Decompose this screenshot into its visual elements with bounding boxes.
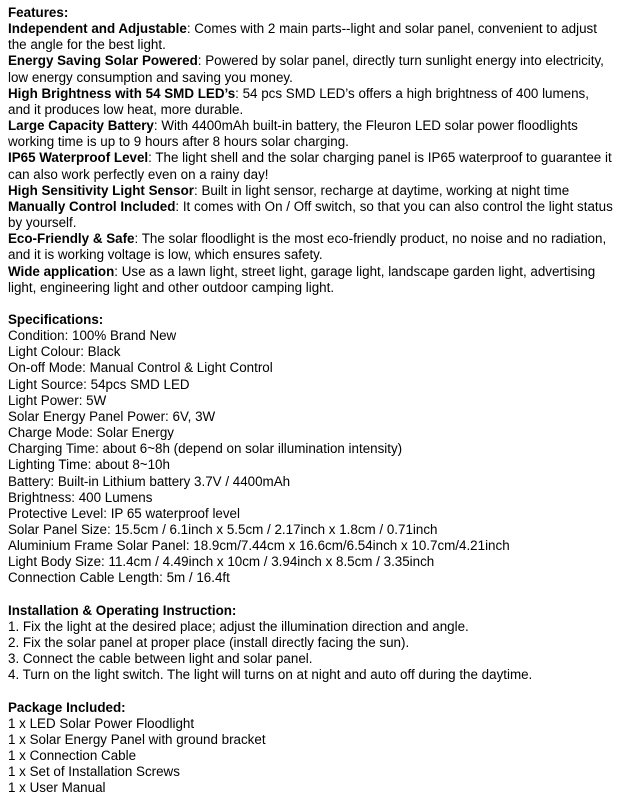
feature-title: High Brightness with 54 SMD LED’s bbox=[8, 85, 236, 101]
feature-text: : The solar floodlight is the most eco-friendly product, no noise and no radiation, and it is working voltage is low, which ensures safety. bbox=[8, 231, 607, 263]
spec-item: Aluminium Frame Solar Panel: 18.9cm/7.44cm x 16.6cm/6.54inch x 10.7cm/4.21inch bbox=[8, 538, 510, 554]
feature-item bbox=[8, 150, 615, 182]
specifications-heading: Specifications: bbox=[8, 311, 104, 327]
section-spacer bbox=[8, 296, 615, 312]
features-heading: Features: bbox=[8, 5, 69, 20]
feature-item bbox=[8, 183, 615, 199]
spec-item: On-off Mode: Manual Control & Light Control bbox=[8, 360, 273, 376]
feature-item bbox=[8, 118, 615, 150]
feature-text: : Powered by solar panel, directly turn sunlight energy into electricity, low energy consumption and saving you money. bbox=[8, 53, 604, 85]
feature-item bbox=[8, 53, 615, 85]
spec-item: Battery: Built-in Lithium battery 3.7V / 4400mAh bbox=[8, 473, 291, 489]
feature-title: Energy Saving Solar Powered bbox=[8, 53, 198, 69]
feature-item bbox=[8, 21, 615, 53]
spec-item: Protective Level: IP 65 waterproof level bbox=[8, 505, 240, 521]
spec-item: Brightness: 400 Lumens bbox=[8, 489, 153, 505]
feature-title: High Sensitivity Light Sensor bbox=[8, 182, 195, 198]
package-item: 1 x Solar Energy Panel with ground bracket bbox=[8, 731, 266, 747]
spec-item: Light Body Size: 11.4cm / 4.49inch x 10cm / 3.94inch x 8.5cm / 3.35inch bbox=[8, 554, 435, 570]
package-item: 1 x Connection Cable bbox=[8, 748, 137, 764]
spec-item: Charging Time: about 6~8h (depend on solar illumination intensity) bbox=[8, 441, 403, 457]
spec-item: Light Source: 54pcs SMD LED bbox=[8, 376, 190, 392]
instruction-step: 2. Fix the solar panel at proper place (install directly facing the sun). bbox=[8, 635, 410, 651]
instruction-step: 1. Fix the light at the desired place; adjust the illumination direction and angle. bbox=[8, 618, 469, 634]
feature-item bbox=[8, 231, 615, 263]
feature-text: : Built in light sensor, recharge at daytime, working at night time bbox=[194, 182, 570, 198]
feature-text: : Use as a lawn light, street light, garage light, landscape garden light, advertising light, engineering light and other outdoor camping light. bbox=[8, 263, 596, 295]
feature-text: : Comes with 2 main parts--light and solar panel, convenient to adjust the angle for the best light. bbox=[8, 21, 597, 53]
spec-item: Light Power: 5W bbox=[8, 392, 107, 408]
feature-title: IP65 Waterproof Level bbox=[8, 150, 149, 166]
feature-title: Independent and Adjustable bbox=[8, 21, 187, 37]
feature-text: : With 4400mAh built-in battery, the Fleuron LED solar power floodlights working time is up to 9 hours after 8 hours solar charging. bbox=[8, 118, 578, 150]
features-section bbox=[8, 5, 615, 296]
package-item: 1 x Set of Installation Screws bbox=[8, 764, 180, 780]
feature-title: Manually Control Included bbox=[8, 198, 176, 214]
section-spacer bbox=[8, 684, 615, 700]
feature-text: : 54 pcs SMD LED’s offers a high brightness of 400 lumens, and it produces low heat, more durable. bbox=[8, 85, 589, 117]
package-item: 1 x User Manual bbox=[8, 780, 106, 796]
feature-text: : It comes with On / Off switch, so that you can also control the light status by yourself. bbox=[8, 198, 613, 231]
feature-item bbox=[8, 264, 615, 296]
spec-item: Solar Energy Panel Power: 6V, 3W bbox=[8, 408, 216, 424]
spec-item: Lighting Time: about 8~10h bbox=[8, 457, 170, 473]
spec-item: Charge Mode: Solar Energy bbox=[8, 425, 174, 441]
section-spacer bbox=[8, 587, 615, 603]
installation-section bbox=[8, 603, 615, 684]
installation-heading: Installation & Operating Instruction: bbox=[8, 602, 237, 618]
package-section bbox=[8, 700, 615, 797]
package-item: 1 x LED Solar Power Floodlight bbox=[8, 715, 195, 731]
feature-title: Eco-Friendly & Safe bbox=[8, 231, 135, 247]
instruction-step: 3. Connect the cable between light and solar panel. bbox=[8, 651, 313, 667]
feature-text: : The light shell and the solar charging panel is IP65 waterproof to guarantee it can also work perfectly even on a rainy day! bbox=[8, 150, 612, 182]
instruction-step: 4. Turn on the light switch. The light will turns on at night and auto off during the daytime. bbox=[8, 667, 533, 683]
spec-item: Connection Cable Length: 5m / 16.4ft bbox=[8, 570, 230, 586]
feature-item bbox=[8, 86, 615, 118]
feature-title: Wide application bbox=[8, 263, 115, 279]
package-heading: Package Included: bbox=[8, 699, 126, 715]
specifications-section bbox=[8, 312, 615, 587]
spec-item: Solar Panel Size: 15.5cm / 6.1inch x 5.5cm / 2.17inch x 1.8cm / 0.71inch bbox=[8, 521, 438, 537]
spec-item: Condition: 100% Brand New bbox=[8, 328, 177, 344]
spec-item: Light Colour: Black bbox=[8, 344, 121, 360]
feature-item bbox=[8, 199, 615, 231]
feature-title: Large Capacity Battery bbox=[8, 118, 154, 134]
